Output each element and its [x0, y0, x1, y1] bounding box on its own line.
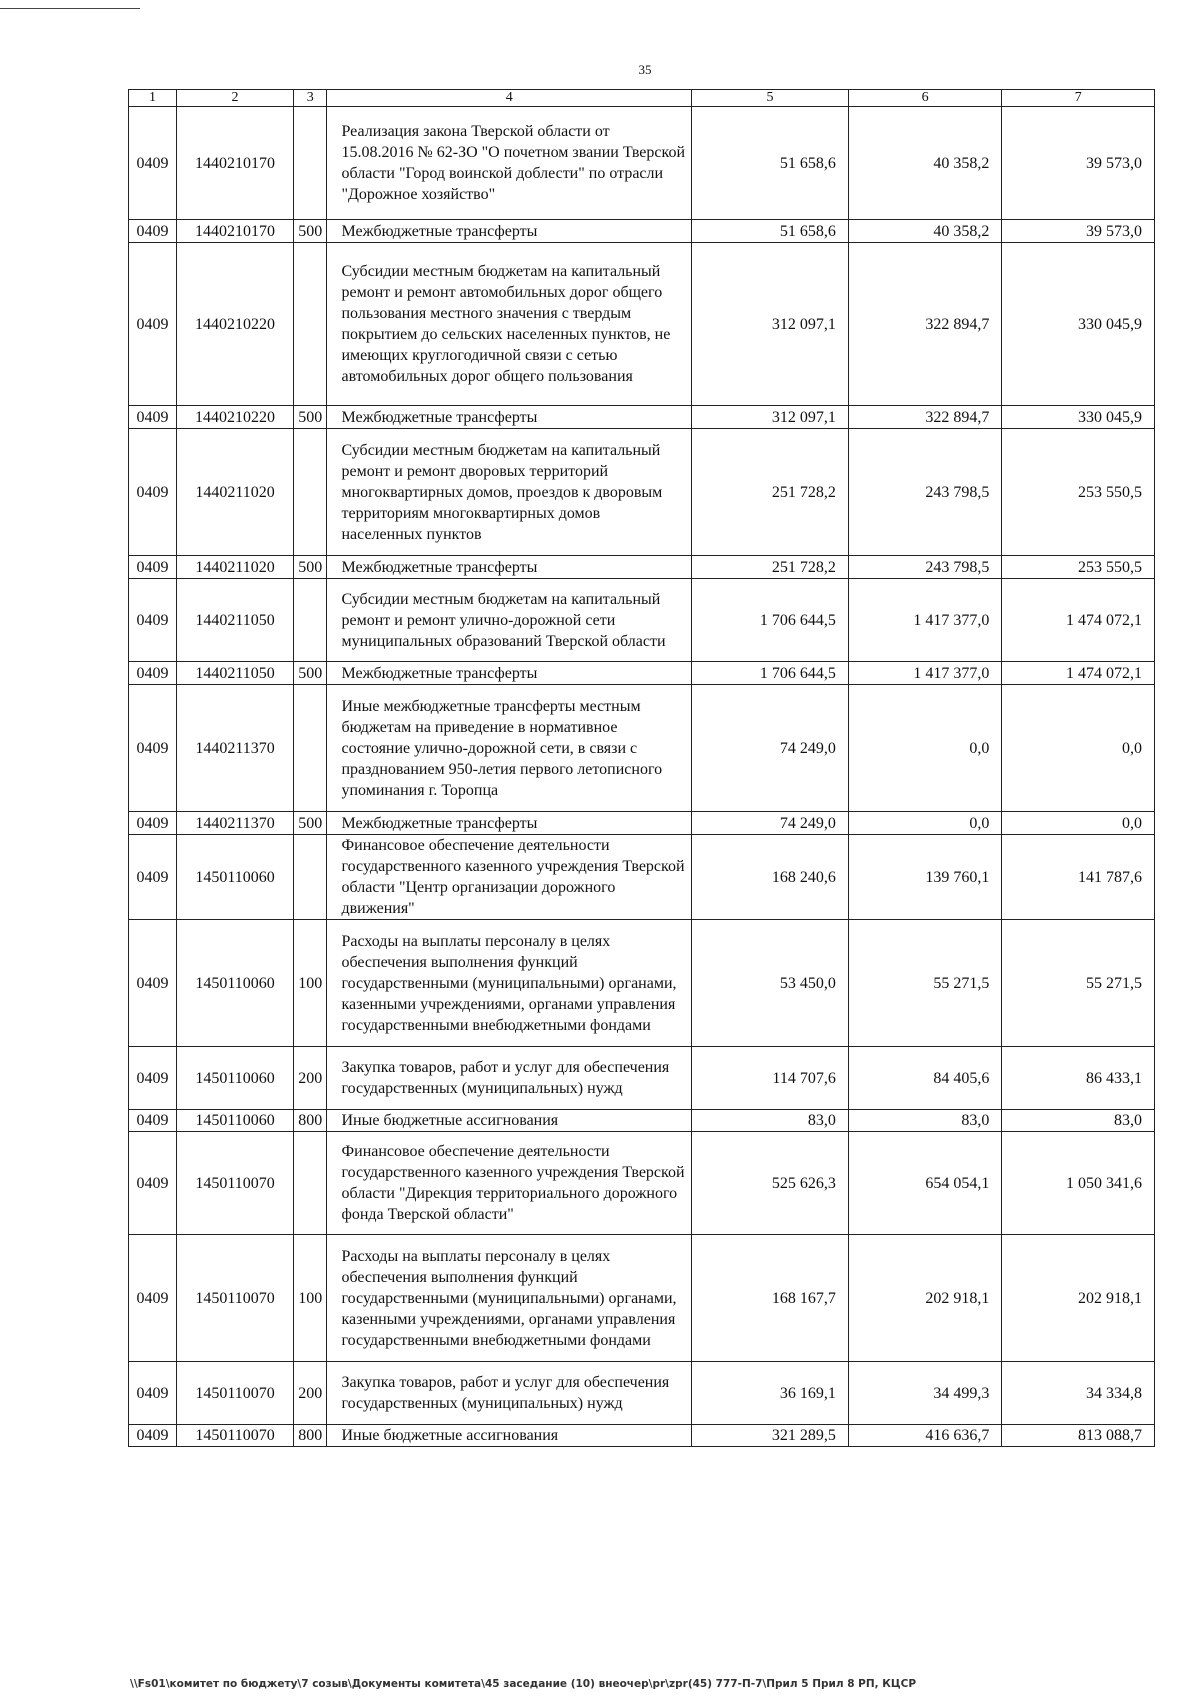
section-code-cell: 0409 — [129, 685, 177, 812]
item-name-cell: Межбюджетные трансферты — [327, 220, 692, 243]
item-name-cell: Субсидии местным бюджетам на капитальный ремонт и ремонт дворовых территорий многоквартирных домов, проездов к дворовым территориям многоквартирных домов населенных пунктов — [327, 429, 692, 556]
table-row — [129, 835, 1155, 920]
expense-type-cell — [294, 835, 327, 920]
amount-col6-cell: 243 798,5 — [848, 429, 1002, 556]
table-row — [129, 1110, 1155, 1132]
item-name-cell: Закупка товаров, работ и услуг для обеспечения государственных (муниципальных) нужд — [327, 1047, 692, 1110]
item-name-cell: Финансовое обеспечение деятельности государственного казенного учреждения Тверской области "Дирекция территориального дорожного фонда Тверской области" — [327, 1132, 692, 1235]
amount-col5-cell: 114 707,6 — [692, 1047, 849, 1110]
amount-col7-cell: 0,0 — [1002, 812, 1155, 835]
target-code-cell: 1450110060 — [177, 835, 294, 920]
item-name-cell: Межбюджетные трансферты — [327, 662, 692, 685]
section-code-cell: 0409 — [129, 1047, 177, 1110]
target-code-cell: 1440210170 — [177, 107, 294, 220]
page-number: 35 — [638, 62, 652, 77]
target-code-cell: 1450110070 — [177, 1362, 294, 1425]
amount-col6-cell: 84 405,6 — [848, 1047, 1002, 1110]
amount-col7-cell: 34 334,8 — [1002, 1362, 1155, 1425]
target-code-cell: 1450110070 — [177, 1235, 294, 1362]
section-code-cell: 0409 — [129, 1362, 177, 1425]
column-header: 6 — [848, 90, 1002, 107]
section-code-cell: 0409 — [129, 1425, 177, 1447]
section-code-cell: 0409 — [129, 107, 177, 220]
amount-col6-cell: 202 918,1 — [848, 1235, 1002, 1362]
table-row — [129, 920, 1155, 1047]
amount-col6-cell: 1 417 377,0 — [848, 579, 1002, 662]
section-code-cell: 0409 — [129, 579, 177, 662]
target-code-cell: 1440211370 — [177, 685, 294, 812]
amount-col7-cell: 86 433,1 — [1002, 1047, 1155, 1110]
amount-col5-cell: 321 289,5 — [692, 1425, 849, 1447]
target-code-cell: 1450110060 — [177, 1047, 294, 1110]
item-name-cell: Финансовое обеспечение деятельности государственного казенного учреждения Тверской области "Центр организации дорожного движения" — [327, 835, 692, 920]
table-row — [129, 406, 1155, 429]
expense-type-cell — [294, 243, 327, 406]
section-code-cell: 0409 — [129, 662, 177, 685]
amount-col7-cell: 141 787,6 — [1002, 835, 1155, 920]
table-row — [129, 812, 1155, 835]
budget-table — [128, 89, 1155, 1447]
column-header: 4 — [327, 90, 692, 107]
amount-col6-cell: 0,0 — [848, 812, 1002, 835]
expense-type-cell: 200 — [294, 1047, 327, 1110]
scan-edge-line — [0, 8, 140, 9]
section-code-cell: 0409 — [129, 835, 177, 920]
section-code-cell: 0409 — [129, 812, 177, 835]
target-code-cell: 1440211020 — [177, 429, 294, 556]
amount-col6-cell: 1 417 377,0 — [848, 662, 1002, 685]
amount-col7-cell: 813 088,7 — [1002, 1425, 1155, 1447]
item-name-cell: Реализация закона Тверской области от 15.08.2016 № 62-ЗО "О почетном звании Тверской области "Город воинской доблести" по отрасли "Дорожное хозяйство" — [327, 107, 692, 220]
expense-type-cell: 800 — [294, 1110, 327, 1132]
amount-col6-cell: 34 499,3 — [848, 1362, 1002, 1425]
target-code-cell: 1440211050 — [177, 662, 294, 685]
amount-col7-cell: 83,0 — [1002, 1110, 1155, 1132]
target-code-cell: 1450110070 — [177, 1425, 294, 1447]
amount-col7-cell: 55 271,5 — [1002, 920, 1155, 1047]
amount-col7-cell: 330 045,9 — [1002, 406, 1155, 429]
table-row — [129, 556, 1155, 579]
item-name-cell: Субсидии местным бюджетам на капитальный ремонт и ремонт улично-дорожной сети муниципальных образований Тверской области — [327, 579, 692, 662]
amount-col6-cell: 654 054,1 — [848, 1132, 1002, 1235]
item-name-cell: Иные межбюджетные трансферты местным бюджетам на приведение в нормативное состояние улично-дорожной сети, в связи с празднованием 950-летия первого летописного упоминания г. Торопца — [327, 685, 692, 812]
amount-col6-cell: 83,0 — [848, 1110, 1002, 1132]
table-row — [129, 662, 1155, 685]
item-name-cell: Иные бюджетные ассигнования — [327, 1425, 692, 1447]
section-code-cell: 0409 — [129, 1132, 177, 1235]
amount-col5-cell: 312 097,1 — [692, 243, 849, 406]
amount-col6-cell: 0,0 — [848, 685, 1002, 812]
item-name-cell: Межбюджетные трансферты — [327, 556, 692, 579]
column-header: 2 — [177, 90, 294, 107]
amount-col6-cell: 243 798,5 — [848, 556, 1002, 579]
amount-col5-cell: 312 097,1 — [692, 406, 849, 429]
expense-type-cell — [294, 579, 327, 662]
section-code-cell: 0409 — [129, 1110, 177, 1132]
expense-type-cell: 500 — [294, 812, 327, 835]
header-row — [129, 90, 1155, 107]
amount-col7-cell: 330 045,9 — [1002, 243, 1155, 406]
section-code-cell: 0409 — [129, 556, 177, 579]
amount-col5-cell: 251 728,2 — [692, 556, 849, 579]
amount-col7-cell: 0,0 — [1002, 685, 1155, 812]
amount-col6-cell: 322 894,7 — [848, 243, 1002, 406]
amount-col7-cell: 1 474 072,1 — [1002, 579, 1155, 662]
item-name-cell: Закупка товаров, работ и услуг для обеспечения государственных (муниципальных) нужд — [327, 1362, 692, 1425]
expense-type-cell — [294, 1132, 327, 1235]
item-name-cell: Расходы на выплаты персоналу в целях обеспечения выполнения функций государственными (муниципальными) органами, казенными учреждениями, органами управления государственными внебюджетными фондами — [327, 920, 692, 1047]
amount-col6-cell: 139 760,1 — [848, 835, 1002, 920]
target-code-cell: 1440210220 — [177, 406, 294, 429]
item-name-cell: Межбюджетные трансферты — [327, 812, 692, 835]
expense-type-cell: 800 — [294, 1425, 327, 1447]
target-code-cell: 1440210170 — [177, 220, 294, 243]
target-code-cell: 1440211050 — [177, 579, 294, 662]
amount-col6-cell: 55 271,5 — [848, 920, 1002, 1047]
amount-col5-cell: 51 658,6 — [692, 220, 849, 243]
item-name-cell: Иные бюджетные ассигнования — [327, 1110, 692, 1132]
table-row — [129, 1047, 1155, 1110]
column-header: 7 — [1002, 90, 1155, 107]
amount-col5-cell: 74 249,0 — [692, 685, 849, 812]
amount-col7-cell: 39 573,0 — [1002, 107, 1155, 220]
amount-col5-cell: 1 706 644,5 — [692, 662, 849, 685]
expense-type-cell — [294, 429, 327, 556]
amount-col6-cell: 40 358,2 — [848, 220, 1002, 243]
section-code-cell: 0409 — [129, 429, 177, 556]
expense-type-cell: 500 — [294, 662, 327, 685]
expense-type-cell: 500 — [294, 556, 327, 579]
expense-type-cell: 200 — [294, 1362, 327, 1425]
amount-col5-cell: 36 169,1 — [692, 1362, 849, 1425]
amount-col6-cell: 40 358,2 — [848, 107, 1002, 220]
item-name-cell: Субсидии местным бюджетам на капитальный ремонт и ремонт автомобильных дорог общего пользования местного значения с твердым покрытием до сельских населенных пунктов, не имеющих круглогодичной связи с сетью автомобильных дорог общего пользования — [327, 243, 692, 406]
table-row — [129, 220, 1155, 243]
table-row — [129, 107, 1155, 220]
table-row — [129, 1132, 1155, 1235]
amount-col5-cell: 168 167,7 — [692, 1235, 849, 1362]
file-path-footer: \\Fs01\комитет по бюджету\7 созыв\Документы комитета\45 заседание (10) внеочер\pr\zpr(45) 777-П-7\Прил 5 Прил 8 РП, КЦСР — [130, 1678, 917, 1690]
amount-col6-cell: 322 894,7 — [848, 406, 1002, 429]
expense-type-cell — [294, 685, 327, 812]
table-row — [129, 579, 1155, 662]
item-name-cell: Расходы на выплаты персоналу в целях обеспечения выполнения функций государственными (муниципальными) органами, казенными учреждениями, органами управления государственными внебюджетными фондами — [327, 1235, 692, 1362]
section-code-cell: 0409 — [129, 220, 177, 243]
expense-type-cell — [294, 107, 327, 220]
target-code-cell: 1440211020 — [177, 556, 294, 579]
amount-col6-cell: 416 636,7 — [848, 1425, 1002, 1447]
table-row — [129, 243, 1155, 406]
amount-col5-cell: 51 658,6 — [692, 107, 849, 220]
amount-col5-cell: 53 450,0 — [692, 920, 849, 1047]
expense-type-cell: 500 — [294, 220, 327, 243]
table-row — [129, 1425, 1155, 1447]
target-code-cell: 1450110070 — [177, 1132, 294, 1235]
target-code-cell: 1450110060 — [177, 1110, 294, 1132]
amount-col5-cell: 83,0 — [692, 1110, 849, 1132]
amount-col5-cell: 525 626,3 — [692, 1132, 849, 1235]
amount-col7-cell: 39 573,0 — [1002, 220, 1155, 243]
amount-col7-cell: 253 550,5 — [1002, 556, 1155, 579]
amount-col7-cell: 202 918,1 — [1002, 1235, 1155, 1362]
amount-col7-cell: 1 474 072,1 — [1002, 662, 1155, 685]
amount-col5-cell: 251 728,2 — [692, 429, 849, 556]
column-header: 3 — [294, 90, 327, 107]
table-row — [129, 1362, 1155, 1425]
expense-type-cell: 100 — [294, 920, 327, 1047]
amount-col5-cell: 1 706 644,5 — [692, 579, 849, 662]
target-code-cell: 1450110060 — [177, 920, 294, 1047]
section-code-cell: 0409 — [129, 406, 177, 429]
table-row — [129, 1235, 1155, 1362]
amount-col5-cell: 74 249,0 — [692, 812, 849, 835]
amount-col7-cell: 253 550,5 — [1002, 429, 1155, 556]
column-header: 5 — [692, 90, 849, 107]
amount-col7-cell: 1 050 341,6 — [1002, 1132, 1155, 1235]
column-header: 1 — [129, 90, 177, 107]
table-row — [129, 429, 1155, 556]
target-code-cell: 1440211370 — [177, 812, 294, 835]
section-code-cell: 0409 — [129, 1235, 177, 1362]
section-code-cell: 0409 — [129, 920, 177, 1047]
expense-type-cell: 500 — [294, 406, 327, 429]
target-code-cell: 1440210220 — [177, 243, 294, 406]
expense-type-cell: 100 — [294, 1235, 327, 1362]
section-code-cell: 0409 — [129, 243, 177, 406]
table-row — [129, 685, 1155, 812]
item-name-cell: Межбюджетные трансферты — [327, 406, 692, 429]
amount-col5-cell: 168 240,6 — [692, 835, 849, 920]
